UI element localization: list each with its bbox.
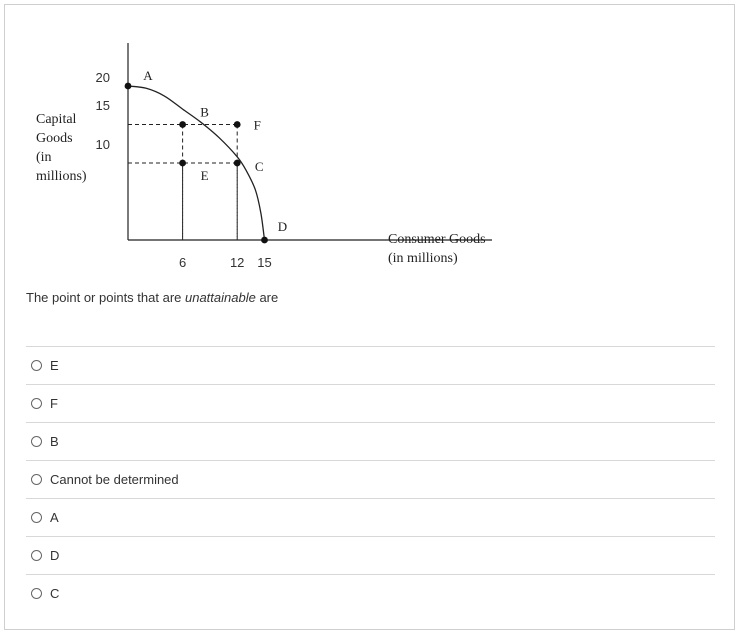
y-axis-label-line: millions) <box>36 169 87 184</box>
x-tick-label: 15 <box>257 255 272 270</box>
x-axis-label <box>388 230 518 268</box>
point-e-marker <box>179 160 186 167</box>
radio-button[interactable] <box>31 360 42 371</box>
ppf-chart <box>0 0 741 290</box>
question-prefix: The point or points that are <box>26 290 185 305</box>
point-a-marker <box>125 83 132 90</box>
answer-option-f[interactable] <box>26 384 715 422</box>
point-d-marker <box>261 237 268 244</box>
y-axis-label-line: Capital <box>36 112 77 127</box>
y-tick-label: 20 <box>95 70 110 85</box>
x-tick-label: 12 <box>229 255 245 270</box>
y-axis-label-line: (in <box>36 150 52 165</box>
x-axis-label-line: Consumer Goods <box>388 232 486 247</box>
ppf-curve <box>128 86 265 240</box>
answer-option-d[interactable] <box>26 536 715 574</box>
y-tick-label: 10 <box>95 137 110 152</box>
answer-option-label: Cannot be determined <box>50 472 179 487</box>
answer-option-label: A <box>50 510 59 525</box>
point-f-marker <box>234 121 241 128</box>
answer-option-e[interactable] <box>26 346 715 384</box>
radio-button[interactable] <box>31 474 42 485</box>
radio-button[interactable] <box>31 588 42 599</box>
point-c-label: C <box>254 159 264 174</box>
point-c-marker <box>234 160 241 167</box>
radio-button[interactable] <box>31 436 42 447</box>
point-f-label: F <box>253 117 261 133</box>
answer-option-label: F <box>50 396 58 411</box>
point-d-label: D <box>277 219 288 234</box>
question-text <box>26 290 278 305</box>
y-axis-label <box>36 110 106 186</box>
radio-button[interactable] <box>31 512 42 523</box>
answer-option-label: B <box>50 434 59 449</box>
question-suffix: are <box>255 290 279 305</box>
y-axis-label-line: Goods <box>36 131 73 146</box>
x-tick-label: 6 <box>178 255 187 270</box>
x-axis-label-line: (in millions) <box>388 251 458 266</box>
answer-options <box>26 346 715 613</box>
answer-option-cannot-be-determined[interactable] <box>26 460 715 498</box>
answer-option-a[interactable] <box>26 498 715 536</box>
y-tick-label: 15 <box>95 98 110 113</box>
radio-button[interactable] <box>31 550 42 561</box>
answer-option-label: E <box>50 358 59 373</box>
point-b-marker <box>179 121 186 128</box>
answer-option-label: D <box>50 548 60 563</box>
radio-button[interactable] <box>31 398 42 409</box>
question-emphasis: unattainable <box>184 290 256 305</box>
answer-option-b[interactable] <box>26 422 715 460</box>
answer-option-c[interactable] <box>26 574 715 613</box>
point-e-label: E <box>200 168 209 183</box>
answer-option-label: C <box>50 586 60 601</box>
point-a-label: A <box>143 68 153 83</box>
point-b-label: B <box>200 104 209 120</box>
